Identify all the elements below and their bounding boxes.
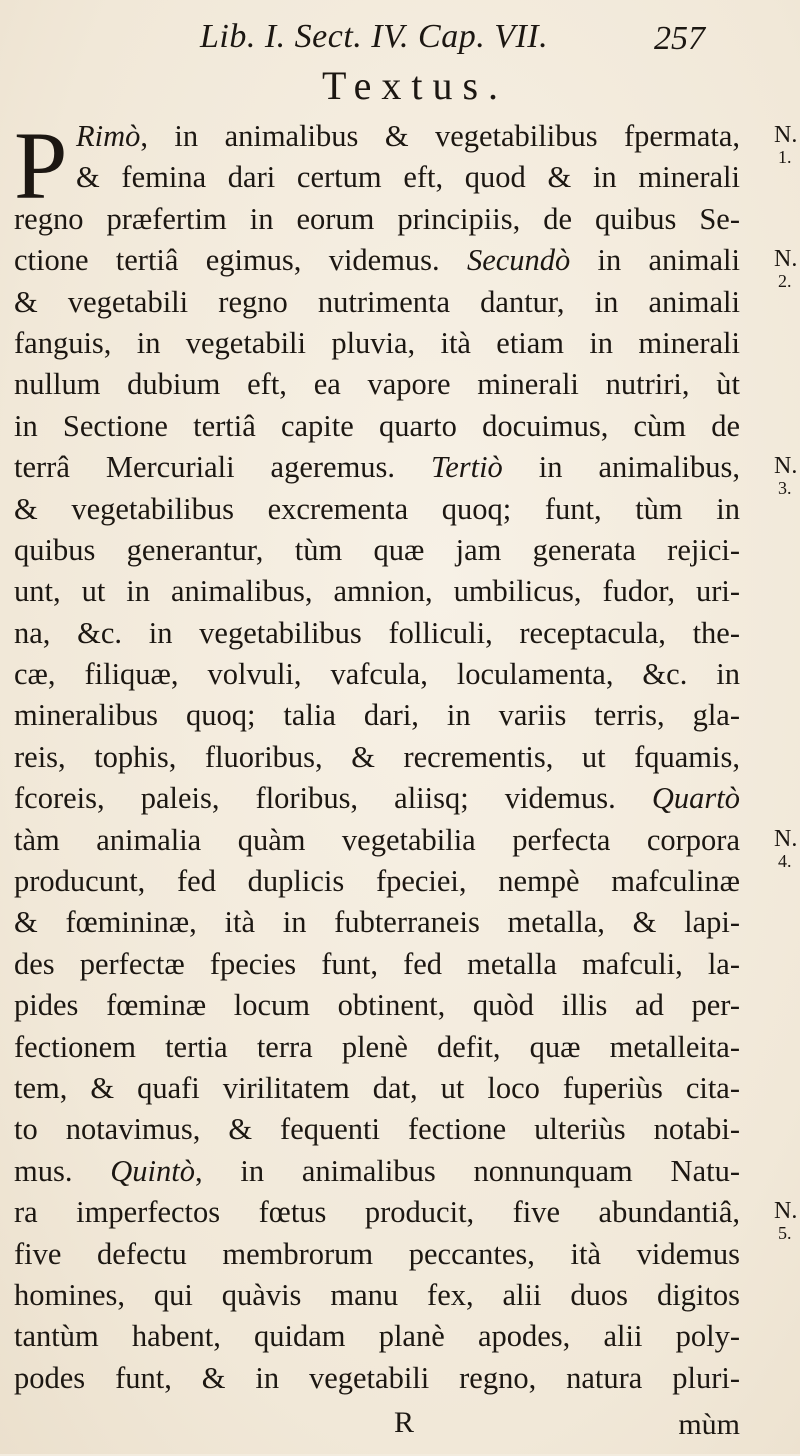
- text-line: [14, 737, 740, 778]
- text-line: [14, 364, 740, 405]
- text-run: pides fœminæ locum obtinent, quòd illis ad per-: [14, 988, 740, 1023]
- text-line: [14, 406, 740, 447]
- text-run: regno præfertim in eorum principiis, de quibus Se-: [14, 201, 740, 236]
- margin-note-number: 5.: [778, 1223, 792, 1244]
- text-run: in animali: [570, 243, 740, 278]
- text-line: [14, 1027, 740, 1068]
- text-run: tàm animalia quàm vegetabilia perfecta corpora: [14, 822, 740, 857]
- margin-note: [774, 825, 800, 872]
- margin-note-number: 4.: [778, 850, 792, 871]
- signature-mark: R: [394, 1406, 415, 1439]
- drop-cap: P: [14, 112, 68, 219]
- text-run: fectionem tertia terra plenè defit, quæ metalleita-: [14, 1029, 740, 1064]
- text-run: fcoreis, paleis, floribus, aliisq; videmus.: [14, 781, 652, 816]
- margin-note-label: N.: [774, 1198, 798, 1225]
- page-number: 257: [654, 20, 705, 57]
- text-line: [14, 613, 740, 654]
- italic-ordinal: Rimò: [76, 119, 141, 153]
- text-run: five defectu membrorum peccantes, ità videmus: [14, 1236, 740, 1271]
- text-line: [14, 116, 740, 157]
- text-run: , in animalibus nonnunquam Natu-: [194, 1153, 740, 1188]
- text-run: na, &c. in vegetabilibus folliculi, receptacula, the-: [14, 615, 740, 650]
- italic-ordinal: Quintò: [110, 1153, 195, 1188]
- margin-note: [774, 248, 800, 292]
- margin-note: [774, 124, 800, 168]
- text-line: [14, 1068, 740, 1109]
- text-line: [14, 861, 740, 902]
- text-run: mineralibus quoq; talia dari, in variis terris, gla-: [14, 698, 740, 733]
- margin-note-number: 1.: [778, 147, 792, 167]
- text-line: [14, 240, 740, 281]
- text-line: [14, 323, 740, 364]
- text-line: [14, 1109, 740, 1150]
- text-run: in Sectione tertiâ capite quarto docuimus, cùm de: [14, 408, 740, 443]
- catchword: mùm: [678, 1408, 740, 1441]
- text-run: ra imperfectos fœtus producit, five abundantiâ,: [14, 1195, 740, 1230]
- text-run: unt, ut in animalibus, amnion, umbilicus, fudor, uri-: [14, 574, 740, 609]
- text-line: [14, 1275, 740, 1316]
- text-line: [14, 654, 740, 695]
- text-run: & vegetabili regno nutrimenta dantur, in animali: [14, 284, 740, 319]
- text-run: , in animalibus & vegetabilibus fpermata,: [140, 119, 740, 153]
- text-line: [14, 447, 740, 488]
- margin-note-number: 2.: [778, 271, 792, 292]
- text-run: tem, & quafi virilitatem dat, ut loco fuperiùs cita-: [14, 1070, 740, 1105]
- text-line: [14, 1151, 740, 1192]
- text-line: [14, 778, 740, 819]
- text-line: [14, 530, 740, 571]
- text-run: in animalibus,: [502, 450, 740, 485]
- margin-note-label: N.: [774, 246, 798, 273]
- text-line: [14, 944, 740, 985]
- text-line: [14, 282, 740, 323]
- italic-ordinal: Secundò: [466, 243, 571, 278]
- text-run: mus.: [14, 1153, 111, 1188]
- section-title: Textus.: [321, 63, 509, 108]
- footer: [14, 1406, 740, 1456]
- text-run: cæ, filiquæ, volvuli, vafcula, loculamenta, &c. in: [14, 657, 740, 692]
- text-run: fanguis, in vegetabili pluvia, ità etiam in minerali: [14, 325, 740, 360]
- text-line: [14, 1192, 740, 1233]
- text-run: ctione tertiâ egimus, videmus.: [14, 243, 467, 278]
- text-run: nullum dubium eft, ea vapore minerali nutriri, ùt: [14, 367, 740, 402]
- text-line: [14, 489, 740, 530]
- text-run: & femina dari certum eft, quod & in minerali: [76, 160, 740, 195]
- text-line: [14, 695, 740, 736]
- text-line: [14, 820, 740, 861]
- text-line: [14, 985, 740, 1026]
- text-line: [14, 1234, 740, 1275]
- text-run: producunt, fed duplicis fpeciei, nempè mafculinæ: [14, 864, 740, 899]
- text-run: podes funt, & in vegetabili regno, natura pluri-: [14, 1360, 740, 1395]
- text-run: reis, tophis, fluoribus, & recrementis, ut fquamis,: [14, 739, 740, 774]
- margin-note-label: N.: [774, 122, 798, 148]
- text-line: [14, 902, 740, 943]
- text-run: & vegetabilibus excrementa quoq; funt, tùm in: [14, 491, 740, 526]
- text-line: [14, 199, 740, 240]
- text-run: terrâ Mercuriali ageremus.: [14, 450, 432, 485]
- margin-note: [774, 1200, 800, 1244]
- text-line: [14, 157, 740, 198]
- margin-note-label: N.: [774, 453, 798, 480]
- text-run: & fœmininæ, ità in fubterraneis metalla, & lapi-: [14, 905, 740, 940]
- body-text: [14, 112, 798, 1399]
- text-run: to notavimus, & fequenti fectione ulteriùs notabi-: [14, 1112, 740, 1147]
- text-lines: [14, 112, 774, 1399]
- italic-ordinal: Tertiò: [431, 450, 503, 485]
- text-line: [14, 571, 740, 612]
- text-run: des perfectæ fpecies funt, fed metalla mafculi, la-: [14, 946, 740, 981]
- text-run: tantùm habent, quidam planè apodes, alii poly-: [14, 1319, 740, 1354]
- italic-ordinal: Quartò: [651, 781, 740, 816]
- margin-note-number: 3.: [778, 478, 792, 499]
- text-line: [14, 1358, 740, 1399]
- margin-note-label: N.: [774, 825, 798, 852]
- text-line: [14, 1316, 740, 1357]
- running-head: Lib. I. Sect. IV. Cap. VII.: [200, 18, 549, 55]
- text-run: quibus generantur, tùm quæ jam generata rejici-: [14, 532, 740, 567]
- margin-note: [774, 455, 800, 499]
- text-run: homines, qui quàvis manu fex, alii duos digitos: [14, 1277, 740, 1312]
